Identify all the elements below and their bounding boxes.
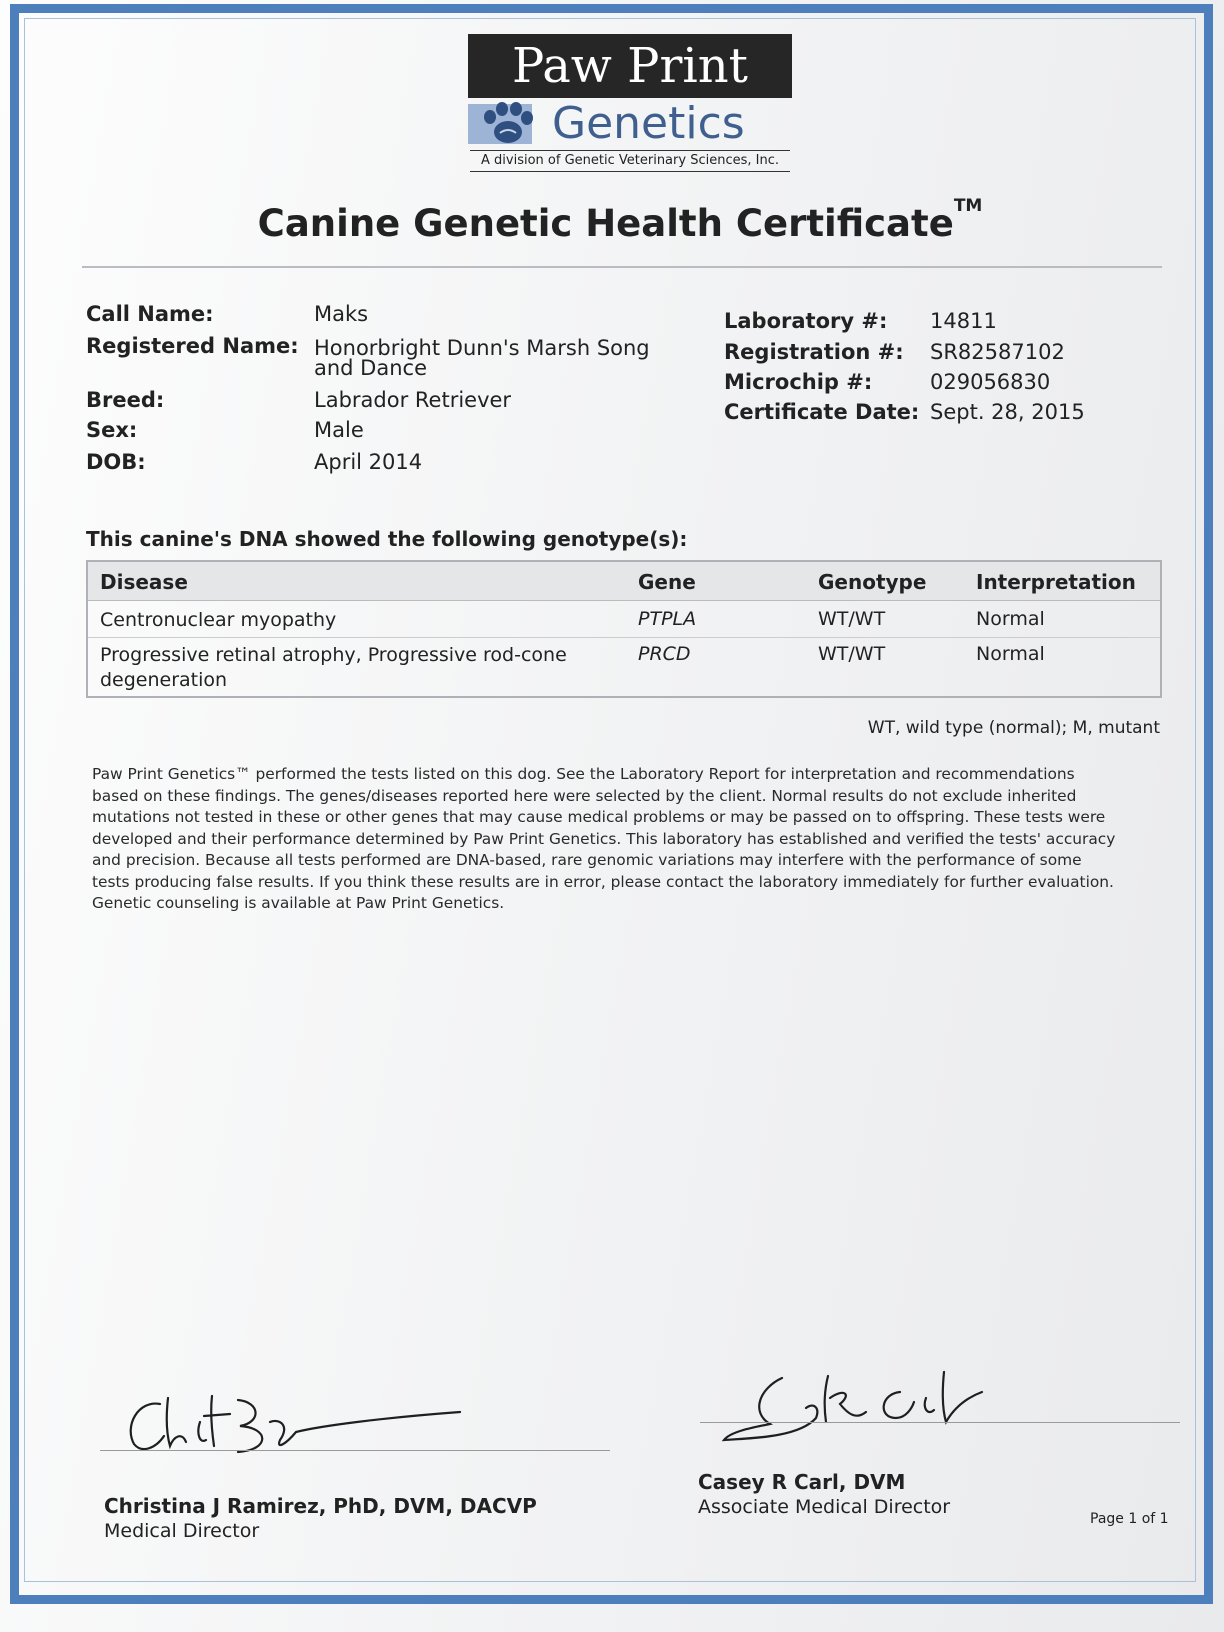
title-divider <box>82 266 1162 268</box>
genotype-cell: WT/WT <box>818 608 886 630</box>
disclaimer-line: based on these findings. The genes/diseases reported here were selected by the client. Normal results do not exclude inherited <box>92 786 1077 805</box>
signatory-1-name: Christina J Ramirez, PhD, DVM, DACVP <box>104 1494 537 1518</box>
gene-cell: PTPLA <box>638 608 697 630</box>
paw-print-genetics-logo <box>468 34 792 176</box>
call-name-value: Maks <box>314 302 369 326</box>
certificate-title: Canine Genetic Health Certificate™ <box>257 196 983 245</box>
genotype-legend: WT, wild type (normal); M, mutant <box>867 718 1160 738</box>
registration-value: SR82587102 <box>930 340 1065 364</box>
signature-line-1 <box>100 1450 610 1451</box>
disclaimer-line: mutations not tested in these or other genes that may cause medical problems or may be passed on to offspring. These tests were <box>92 808 1106 826</box>
genotype-heading: This canine's DNA showed the following genotype(s): <box>86 527 688 551</box>
sex-label: Sex: <box>86 418 138 442</box>
header-gene: Gene <box>638 570 696 594</box>
genotype-cell: WT/WT <box>818 643 886 665</box>
sex-value: Male <box>314 418 364 442</box>
header-interpretation: Interpretation <box>976 570 1136 594</box>
disclaimer-paragraph <box>92 764 1162 915</box>
disease-cell: Progressive retinal atrophy, Progressive rod-cone <box>100 644 567 666</box>
genotype-table <box>86 560 1162 698</box>
disclaimer-line: developed and their performance determined by Paw Print Genetics. This laboratory has established and verified the tests' accuracy <box>92 829 1116 848</box>
disclaimer-line: Paw Print Genetics™ performed the tests listed on this dog. See the Laboratory Report for interpretation and recommendations <box>92 765 1075 783</box>
signature-carl <box>720 1368 1020 1448</box>
disclaimer-line: Genetic counseling is available at Paw Print Genetics. <box>92 894 505 912</box>
header-genotype: Genotype <box>818 570 927 594</box>
dob-label: DOB: <box>86 450 146 474</box>
signatory-2-role: Associate Medical Director <box>698 1496 951 1518</box>
laboratory-label: Laboratory #: <box>724 309 888 333</box>
call-name-label: Call Name: <box>86 302 214 326</box>
interpretation-cell: Normal <box>976 643 1045 665</box>
signature-ramirez <box>120 1392 480 1462</box>
table-header <box>88 562 1160 601</box>
signatory-1-role: Medical Director <box>104 1520 260 1542</box>
disease-cell: Centronuclear myopathy <box>100 609 337 631</box>
trademark-mark: TM <box>953 196 983 216</box>
breed-value: Labrador Retriever <box>314 388 512 412</box>
interpretation-cell: Normal <box>976 608 1045 630</box>
registered-name-value-2: and Dance <box>314 356 427 380</box>
certificate-date-value: Sept. 28, 2015 <box>930 400 1085 424</box>
registered-name-label: Registered Name: <box>86 334 299 358</box>
signature-line-2 <box>700 1422 1180 1423</box>
registration-label: Registration #: <box>724 340 904 364</box>
microchip-label: Microchip #: <box>724 370 873 394</box>
header-disease: Disease <box>100 570 188 594</box>
logo-genetics: Genetics <box>552 98 745 149</box>
disclaimer-line: and precision. Because all tests performed are DNA-based, rare genomic variations may interfere with the performance of some <box>92 851 1082 869</box>
dob-value: April 2014 <box>314 450 423 474</box>
disclaimer-line: tests producing false results. If you think these results are in error, please contact the laboratory immediately for further evaluation. <box>92 872 1114 891</box>
registered-name-value-1: Honorbright Dunn's Marsh Song <box>314 336 650 360</box>
paw-icon <box>476 99 540 147</box>
laboratory-value: 14811 <box>930 309 997 333</box>
gene-cell: PRCD <box>638 643 691 665</box>
certificate-date-label: Certificate Date: <box>724 400 920 424</box>
table-row <box>88 638 1160 696</box>
table-row <box>88 601 1160 638</box>
page-number: Page 1 of 1 <box>1090 1511 1169 1527</box>
breed-label: Breed: <box>86 388 165 412</box>
microchip-value: 029056830 <box>930 370 1051 394</box>
signatory-2-name: Casey R Carl, DVM <box>698 1470 906 1494</box>
logo-tagline: A division of Genetic Veterinary Sciences, Inc. <box>470 150 790 172</box>
logo-paw-print: Paw Print <box>468 34 792 98</box>
disease-cell-line2: degeneration <box>100 669 228 691</box>
